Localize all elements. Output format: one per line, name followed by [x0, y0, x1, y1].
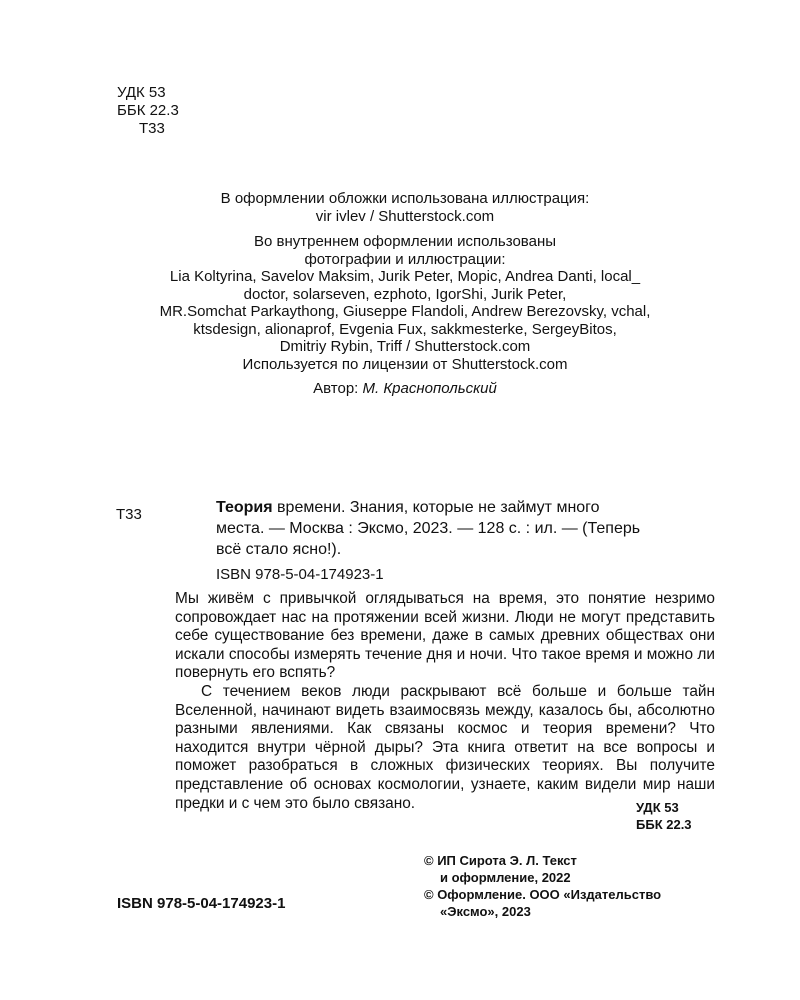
illustration-credits: [110, 190, 700, 398]
cover-credit-line-1: В оформлении обложки использована иллюстрация:: [220, 190, 590, 207]
annotation: [175, 590, 715, 813]
isbn-bottom: ISBN 978-5-04-174923-1: [117, 895, 286, 912]
inner-credit-line-4: doctor, solarseven, ezphoto, IgorShi, Jurik Peter,: [243, 285, 567, 303]
bibliographic-description: [216, 497, 716, 560]
author-label: Автор:: [313, 380, 359, 397]
copyright-block: [424, 852, 744, 920]
bib-author-mark: Т33: [116, 506, 142, 523]
book-title-bold: Теория: [216, 499, 273, 516]
inner-credit-line-2: фотографии и иллюстрации:: [304, 250, 506, 268]
bib-line-2: места. — Москва : Эксмо, 2023. — 128 с. : ил. — (Теперь: [216, 520, 641, 537]
copyright-line-3: © Оформление. ООО «Издательство: [424, 887, 662, 902]
bbk-code-bottom: ББК 22.3: [636, 817, 692, 832]
bib-line-3: всё стало ясно!).: [216, 541, 342, 558]
license-line: Используется по лицензии от Shutterstock.com: [242, 355, 568, 373]
author-line: [110, 380, 700, 398]
inner-credit-line-3: Lia Koltyrina, Savelov Maksim, Jurik Peter, Mopic, Andrea Danti, local_: [169, 268, 641, 285]
classification-codes-bottom: [636, 799, 692, 833]
copyright-line-4: «Эксмо», 2023: [440, 904, 531, 919]
udk-code-bottom: УДК 53: [636, 800, 679, 815]
copyright-line-1: © ИП Сирота Э. Л. Текст: [424, 853, 577, 868]
bib-line-1: времени. Знания, которые не займут много: [272, 499, 600, 516]
copyright-line-2: и оформление, 2022: [440, 870, 571, 885]
bib-isbn: ISBN 978-5-04-174923-1: [216, 566, 384, 583]
author-name: М. Краснопольский: [362, 380, 497, 397]
annotation-paragraph-2: С течением веков люди раскрывают всё больше и больше тайн Вселенной, начинают видеть взаимосвязь между, казалось бы, абсолютно разными явлениями. Как связаны космос и теория времени? Что находится внутри чёрной дыры? Эта книга ответит на все вопросы и поможет разобраться в сложных физических теориях. Вы получите представление об основах космологии, узнаете, каким видели мир наши предки и с чем это было связано.: [175, 682, 715, 812]
inner-credit-line-6: ktsdesign, alionaprof, Evgenia Fux, sakkmesterke, SergeyBitos,: [193, 320, 617, 338]
bbk-code: ББК 22.3: [117, 102, 179, 119]
cover-credit-line-2: vir ivlev / Shutterstock.com: [315, 207, 495, 225]
udk-code: УДК 53: [117, 84, 166, 101]
inner-credit-line-5: MR.Somchat Parkaythong, Giuseppe Flandoli, Andrew Berezovsky, vchal,: [159, 303, 651, 320]
author-mark: Т33: [139, 120, 165, 137]
inner-credit-line-1: Во внутреннем оформлении использованы: [253, 233, 557, 250]
annotation-paragraph-1: Мы живём с привычкой оглядываться на время, это понятие незримо сопровождает нас на протяжении всей жизни. Люди не могут представить себе существование без времени, даже в самых древних обществах они искали способы измерять течение дня и ночи. Что такое время и можно ли повернуть его вспять?: [175, 590, 715, 682]
classification-codes-top: [117, 84, 179, 138]
inner-credit-line-7: Dmitriy Rybin, Triff / Shutterstock.com: [279, 338, 531, 355]
